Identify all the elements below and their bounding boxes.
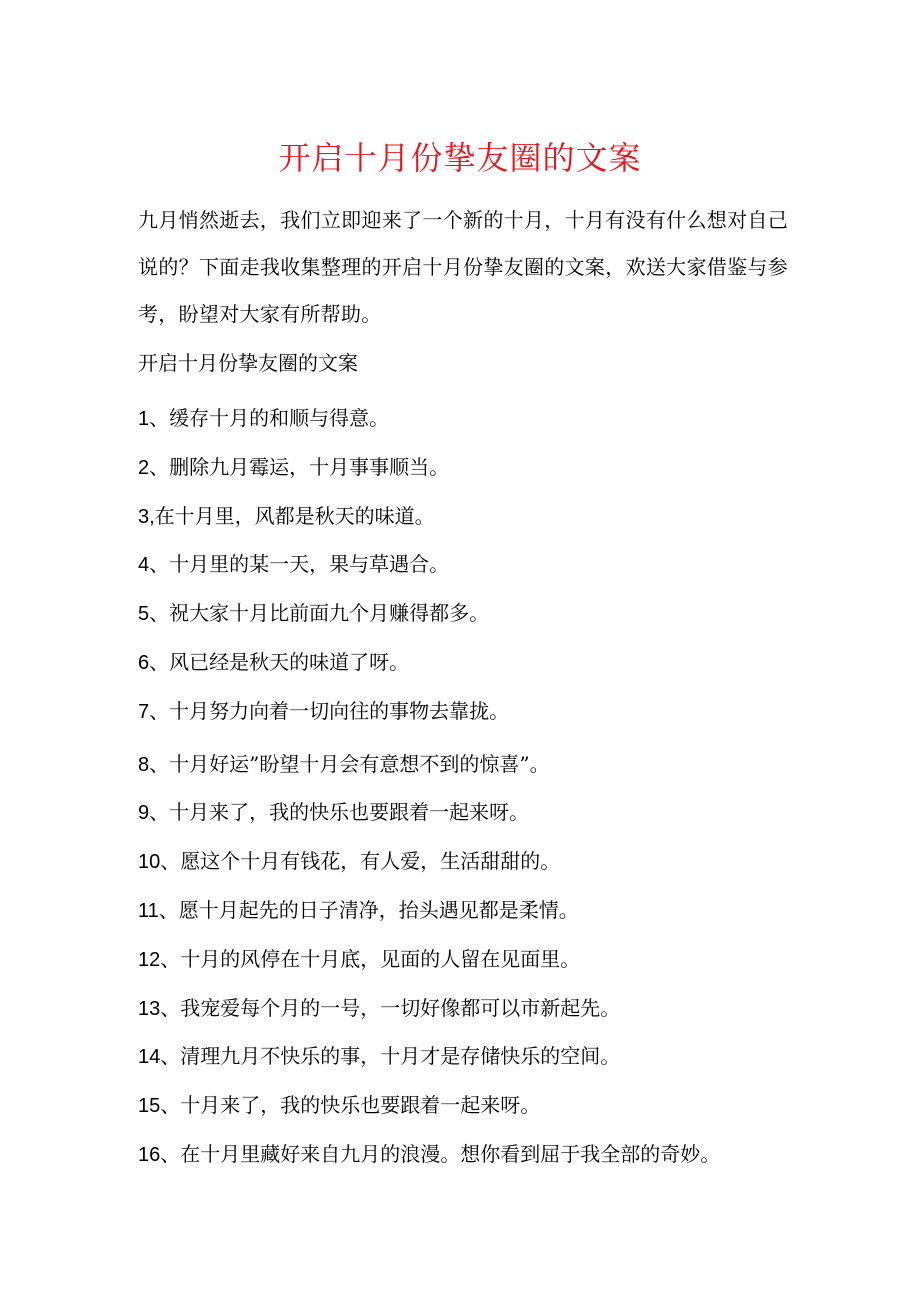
item-separator: 、 xyxy=(149,649,170,674)
list-item xyxy=(138,540,838,589)
item-separator: 、 xyxy=(149,601,170,626)
item-number: 12 xyxy=(138,948,161,971)
list-item xyxy=(138,687,838,736)
list-item xyxy=(138,589,838,638)
item-text: 风已经是秋天的味道了呀。 xyxy=(169,649,410,674)
item-number: 8 xyxy=(138,753,150,776)
item-number: 14 xyxy=(138,1046,161,1069)
item-number: 1 xyxy=(138,408,150,430)
list-item xyxy=(138,788,838,837)
list-item xyxy=(138,443,838,492)
list-item xyxy=(138,984,838,1033)
list-item xyxy=(138,492,838,541)
list-item xyxy=(138,837,838,886)
item-text: 十月的风停在十月底，见面的人留在见面里。 xyxy=(180,946,581,971)
list-item xyxy=(138,886,838,935)
item-text: 在十月里藏好来自九月的浪漫。想你看到屈于我全部的奇妙。 xyxy=(180,1141,721,1166)
item-text: 删除九月霉运，十月事事顺当。 xyxy=(169,454,450,479)
item-separator: 、 xyxy=(158,897,179,922)
item-text: 愿十月起先的日子清净，抬头遇见都是柔情。 xyxy=(178,897,579,922)
item-text: 缓存十月的和顺与得意。 xyxy=(169,406,390,430)
item-separator: 、 xyxy=(149,406,170,430)
caption-list xyxy=(138,394,838,1179)
list-item xyxy=(138,935,838,984)
item-separator: 、 xyxy=(149,454,170,479)
item-separator: 、 xyxy=(160,1044,181,1069)
item-number: 15 xyxy=(138,1095,161,1118)
item-separator: 、 xyxy=(149,751,170,776)
document-title: 开启十月份挚友圈的文案 xyxy=(278,139,642,178)
item-separator: 、 xyxy=(160,946,181,971)
list-item xyxy=(138,638,838,687)
item-text: 十月来了，我的快乐也要跟着一起来呀。 xyxy=(180,1093,541,1118)
section-heading: 开启十月份挚友圈的文案 xyxy=(138,351,358,375)
item-separator: 、 xyxy=(160,1141,181,1166)
item-separator: 、 xyxy=(160,849,181,874)
item-number: 13 xyxy=(138,997,161,1020)
item-number: 10 xyxy=(138,851,161,874)
item-number: 9 xyxy=(138,802,150,825)
item-number: 4 xyxy=(138,554,150,577)
item-text: 在十月里，风都是秋天的味道。 xyxy=(154,503,435,528)
item-text: 十月来了，我的快乐也要跟着一起来呀。 xyxy=(169,800,530,825)
list-item xyxy=(138,394,838,443)
item-text: 清理九月不快乐的事，十月才是存储快乐的空间。 xyxy=(180,1044,621,1069)
item-text: 祝大家十月比前面九个月赚得都多。 xyxy=(169,601,490,626)
item-number: 5 xyxy=(138,603,150,626)
item-separator: 、 xyxy=(149,800,170,825)
item-number: 2 xyxy=(138,456,150,479)
item-text: 十月里的某一天，果与草遇合。 xyxy=(169,552,450,577)
item-separator: 、 xyxy=(149,552,170,577)
item-number: 3, xyxy=(138,505,155,528)
item-separator: 、 xyxy=(160,1093,181,1118)
item-number: 7 xyxy=(138,700,150,723)
item-number: 16 xyxy=(138,1143,161,1166)
list-item xyxy=(138,740,838,789)
item-separator: 、 xyxy=(149,698,170,723)
item-number: 6 xyxy=(138,651,150,674)
list-item xyxy=(138,1130,838,1179)
item-text: 愿这个十月有钱花，有人爱，生活甜甜的。 xyxy=(180,849,561,874)
item-text: 十月好运”盼望十月会有意想不到的惊喜”。 xyxy=(169,751,550,776)
item-number: 11 xyxy=(138,899,159,922)
list-item xyxy=(138,1032,838,1081)
item-separator: 、 xyxy=(160,995,181,1020)
item-text: 我宠爱每个月的一号，一切好像都可以市新起先。 xyxy=(180,995,621,1020)
list-item xyxy=(138,1081,838,1130)
intro-paragraph: 九月悄然逝去，我们立即迎来了一个新的十月，十月有没有什么想对自己说的？下面走我收集整理的开启十月份挚友圈的文案，欢送大家借鉴与参考，盼望对大家有所帮助。 xyxy=(138,208,788,326)
item-text: 十月努力向着一切向往的事物去靠拢。 xyxy=(169,698,510,723)
